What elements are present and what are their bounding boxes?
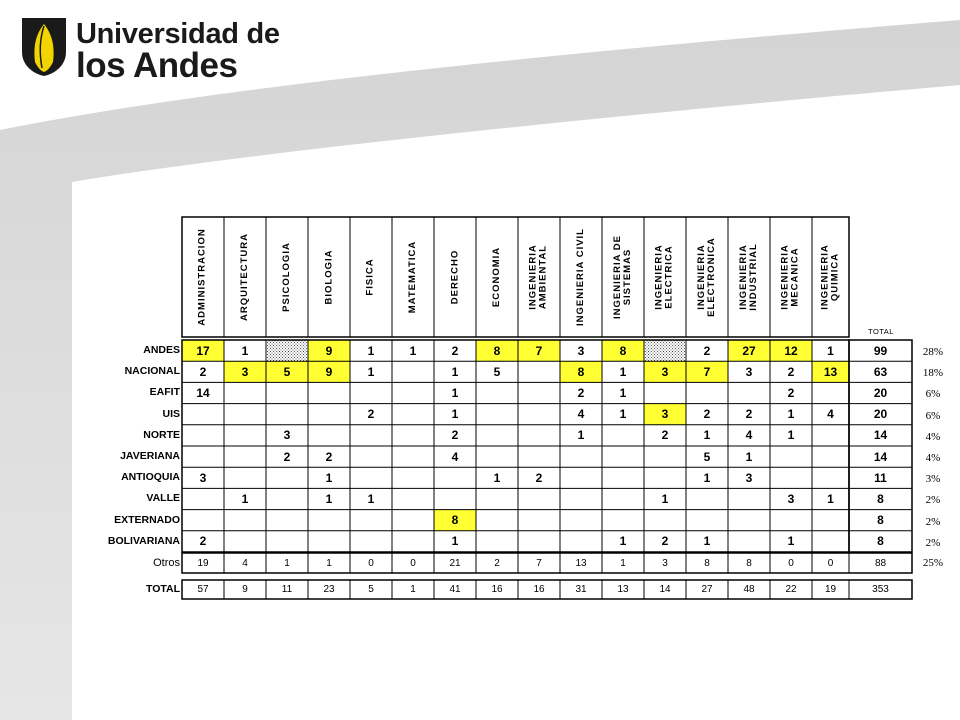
column-header [476, 217, 518, 337]
table-cell [728, 488, 770, 509]
table-cell [518, 404, 560, 425]
table-cell [266, 404, 308, 425]
table-cell [350, 446, 392, 467]
row-percentage: 6% [925, 409, 941, 422]
table-cell [476, 446, 518, 467]
table-cell [308, 510, 350, 531]
otros-cell: 0 [368, 557, 374, 569]
grand-total-cell: 16 [533, 584, 545, 595]
table-cell [476, 510, 518, 531]
table-cell [812, 446, 849, 467]
row-percentage: 2% [925, 494, 941, 507]
otros-cell: 0 [827, 557, 834, 569]
table-cell: 8 [619, 343, 627, 358]
column-header-label: INGENIERIA MECANICA [780, 244, 801, 310]
column-header [308, 217, 350, 337]
table-cell [602, 446, 644, 467]
row-label: JAVERIANA [120, 450, 180, 462]
table-cell: 2 [661, 428, 669, 443]
row-total-cell: 8 [877, 513, 884, 528]
table-cell [182, 425, 224, 446]
grand-total-cell: 23 [323, 584, 335, 595]
table-cell [392, 382, 434, 403]
otros-cell: 19 [197, 557, 209, 569]
table-cell: 2 [199, 534, 207, 549]
table-cell [182, 488, 224, 509]
grand-total-cell: 41 [449, 584, 461, 595]
table-cell: 1 [367, 491, 375, 506]
table-cell: 1 [493, 470, 501, 485]
row-total-cell: 99 [873, 343, 888, 358]
table-cell [602, 467, 644, 488]
table-cell [518, 425, 560, 446]
table-cell: 14 [196, 385, 210, 400]
grand-total-cell: 5 [368, 584, 374, 595]
table-cell: 1 [619, 407, 627, 422]
table-cell [308, 425, 350, 446]
otros-total-cell: 88 [874, 557, 887, 569]
table-cell: 17 [196, 343, 210, 358]
row-percentage: 2% [925, 515, 941, 528]
otros-cell: 0 [410, 557, 416, 569]
grand-total-cell: 57 [197, 584, 209, 595]
table-cell [224, 382, 266, 403]
table-cell [560, 531, 602, 552]
table-cell [224, 404, 266, 425]
row-percentage: 2% [925, 536, 941, 549]
table-cell: 2 [703, 407, 711, 422]
table-cell [518, 488, 560, 509]
table-cell: 1 [619, 364, 627, 379]
table-cell [476, 425, 518, 446]
row-label: EAFIT [149, 386, 180, 399]
table-cell: 27 [742, 343, 756, 358]
table-cell [518, 361, 560, 382]
row-total-cell: 20 [873, 407, 888, 422]
table-cell: 1 [451, 534, 459, 549]
otros-cell: 1 [284, 557, 290, 569]
total-column-header: TOTAL [868, 327, 894, 336]
table-cell [644, 510, 686, 531]
table-cell [476, 404, 518, 425]
table-cell: 1 [703, 534, 711, 549]
table-cell: 1 [451, 407, 459, 422]
table-cell: 2 [787, 385, 795, 400]
table-cell [224, 467, 266, 488]
table-cell [392, 488, 434, 509]
grand-total-cell: 14 [659, 584, 671, 595]
otros-cell: 8 [704, 557, 710, 569]
row-label: ANTIOQUIA [121, 471, 180, 484]
row-percentage: 6% [925, 388, 941, 401]
table-cell: 1 [619, 534, 627, 549]
row-label: NACIONAL [124, 365, 180, 378]
table-cell [602, 425, 644, 446]
grand-total-cell: 9 [242, 584, 248, 595]
table-cell [812, 510, 849, 531]
column-header-label: ARQUITECTURA [239, 233, 250, 321]
table-cell [266, 382, 308, 403]
table-cell: 1 [661, 491, 669, 506]
table-cell [686, 488, 728, 509]
table-cell [560, 446, 602, 467]
grand-total-sum-cell: 353 [872, 584, 889, 595]
table-cell [392, 467, 434, 488]
table-cell [308, 531, 350, 552]
row-label: VALLE [146, 492, 180, 505]
table-cell: 1 [577, 428, 585, 443]
table-cell: 2 [703, 343, 711, 358]
table-cell [308, 404, 350, 425]
grand-total-cell: 22 [785, 584, 797, 595]
column-header-label: ECONOMIA [491, 246, 502, 308]
table-cell: 2 [745, 407, 753, 422]
grand-total-cell: 27 [701, 584, 713, 595]
column-header [224, 217, 266, 337]
column-header-label: INGENIERIA ELECTRONICA [696, 237, 717, 317]
table-cell: 9 [325, 343, 333, 358]
column-header [350, 217, 392, 337]
table-cell: 1 [703, 428, 711, 443]
table-cell: 3 [787, 491, 795, 506]
row-total-cell: 11 [874, 470, 887, 485]
table-cell [518, 382, 560, 403]
table-cell [434, 488, 476, 509]
grand-total-cell: 13 [617, 584, 629, 595]
table-cell: 2 [451, 343, 459, 358]
table-cell [224, 510, 266, 531]
column-header [812, 217, 849, 337]
column-header [644, 217, 686, 337]
table-cell [392, 404, 434, 425]
table-cell [518, 510, 560, 531]
row-label: EXTERNADO [114, 513, 180, 526]
table-cell: 12 [784, 343, 798, 358]
table-cell [644, 467, 686, 488]
column-header [686, 217, 728, 337]
table-cell: 2 [577, 385, 585, 400]
column-header-label: INGENIERIA QUIMICA [819, 244, 841, 310]
table-cell [812, 467, 849, 488]
table-cell: 1 [787, 428, 795, 443]
table-cell [560, 488, 602, 509]
table-cell: 4 [745, 428, 753, 443]
otros-cell: 0 [788, 557, 794, 569]
column-header-label: PSICOLOGIA [281, 242, 292, 312]
table-cell: 7 [703, 364, 711, 379]
table-cell: 3 [661, 364, 669, 379]
table-cell: 3 [745, 470, 753, 485]
grand-total-label: TOTAL [145, 583, 180, 595]
table-cell [266, 531, 308, 552]
row-label: ANDES [143, 344, 180, 356]
table-cell [266, 467, 308, 488]
column-header-label: INGENIERIA ELECTRICA [654, 244, 675, 310]
table-cell: 5 [283, 364, 291, 379]
otros-cell: 3 [662, 557, 668, 569]
column-header-label: INGENIERIA AMBIENTAL [528, 244, 549, 310]
column-header-label: ADMINISTRACION [197, 228, 209, 326]
table-cell [770, 446, 812, 467]
table-cell [728, 510, 770, 531]
table-cell: 1 [241, 343, 249, 358]
table-cell: 1 [451, 364, 459, 379]
table-cell: 1 [241, 491, 249, 506]
table-cell: 5 [703, 449, 711, 464]
table-cell: 3 [241, 364, 249, 379]
column-header [182, 217, 224, 337]
table-cell [644, 446, 686, 467]
table-cell: 1 [703, 470, 711, 485]
table-cell: 2 [535, 470, 543, 485]
column-header [560, 217, 602, 337]
table-cell: 8 [451, 513, 459, 528]
table-cell: 1 [745, 449, 753, 464]
table-cell: 1 [409, 343, 417, 358]
table-cell: 3 [199, 470, 207, 485]
column-header-label: INGENIERIA CIVIL [575, 228, 586, 326]
table-cell: 13 [823, 364, 838, 379]
table-cell [476, 531, 518, 552]
row-total-cell: 8 [877, 534, 884, 549]
row-label: UIS [162, 407, 180, 420]
table-cell: 4 [827, 407, 834, 422]
row-label: BOLIVARIANA [107, 534, 180, 547]
table-cell [392, 531, 434, 552]
row-percentage: 3% [925, 473, 941, 486]
table-cell [224, 446, 266, 467]
otros-label: Otros [153, 557, 180, 569]
table-cell [518, 531, 560, 552]
table-cell [476, 382, 518, 403]
table-cell [770, 467, 812, 488]
table-cell: 1 [827, 343, 834, 358]
row-label: NORTE [143, 428, 180, 441]
column-header-label: FISICA [364, 258, 376, 296]
table-cell [560, 510, 602, 531]
table-cell: 8 [493, 343, 501, 358]
otros-cell: 7 [536, 557, 542, 569]
table-cell [308, 382, 350, 403]
table-cell [602, 510, 644, 531]
table-cell: 9 [325, 364, 333, 379]
table-cell: 1 [451, 385, 459, 400]
table-cell [686, 510, 728, 531]
table-cell: 7 [535, 343, 543, 358]
table-cell [602, 488, 644, 509]
row-total-cell: 20 [873, 385, 888, 400]
table-cell [392, 425, 434, 446]
logo-text-line2: los Andes [76, 46, 238, 85]
table-cell [350, 467, 392, 488]
row-percentage: 4% [925, 452, 941, 464]
row-total-cell: 8 [877, 491, 884, 506]
table-cell [182, 404, 224, 425]
table-cell: 3 [661, 407, 669, 422]
table-cell: 1 [325, 470, 333, 485]
table-cell [392, 446, 434, 467]
otros-cell: 21 [449, 557, 461, 569]
column-header [518, 217, 560, 337]
table-cell [350, 425, 392, 446]
table-cell [266, 510, 308, 531]
table-cell: 1 [787, 534, 795, 549]
column-header-label: INGENIERIA INDUSTRIAL [738, 243, 759, 311]
table-cell: 4 [451, 449, 459, 464]
table-cell: 2 [661, 534, 669, 549]
table-cell [224, 425, 266, 446]
otros-cell: 13 [575, 557, 587, 569]
grand-total-cell: 16 [491, 584, 503, 595]
table-cell [476, 488, 518, 509]
column-header [266, 217, 308, 337]
otros-cell: 8 [746, 557, 752, 569]
table-cell: 8 [577, 364, 585, 379]
column-header-label: DERECHO [449, 249, 461, 305]
grand-total-cell: 1 [410, 584, 416, 595]
grand-total-cell: 31 [575, 584, 587, 595]
column-header-label: MATEMATICA [407, 240, 419, 314]
table-cell: 2 [367, 407, 375, 422]
table-cell: 3 [577, 343, 585, 358]
row-total-cell: 63 [873, 364, 888, 379]
row-total-cell: 14 [873, 449, 888, 464]
otros-cell: 4 [242, 557, 248, 569]
table-cell: 1 [367, 364, 375, 379]
table-cell [560, 467, 602, 488]
table-cell [728, 382, 770, 403]
table-cell: 3 [283, 428, 291, 443]
table-cell: 2 [325, 449, 333, 464]
table-cell [350, 382, 392, 403]
table-cell [224, 531, 266, 552]
row-total-cell: 14 [873, 428, 888, 443]
table-cell: 2 [787, 364, 795, 379]
table-cell [266, 340, 308, 361]
table-cell [350, 531, 392, 552]
table-cell [812, 382, 849, 403]
table-cell: 1 [827, 491, 834, 506]
table-cell [182, 446, 224, 467]
table-cell [392, 361, 434, 382]
otros-cell: 2 [494, 557, 500, 569]
table-cell: 4 [577, 407, 585, 422]
row-percentage: 4% [925, 430, 941, 443]
table-cell [182, 510, 224, 531]
table-cell: 2 [283, 449, 291, 464]
table-cell [434, 467, 476, 488]
table-cell: 2 [199, 364, 207, 379]
table-cell: 1 [325, 491, 333, 506]
table-cell: 1 [619, 385, 627, 400]
column-header-label: BIOLOGIA [323, 249, 335, 305]
table-cell [350, 510, 392, 531]
column-header [728, 217, 770, 337]
table-cell: 5 [493, 364, 501, 379]
table-cell [644, 340, 686, 361]
table-cell [812, 425, 849, 446]
otros-cell: 1 [326, 557, 332, 569]
column-header [434, 217, 476, 337]
table-cell [644, 382, 686, 403]
grand-total-cell: 48 [743, 584, 755, 595]
column-header-label: INGENIERIA DE SISTEMAS [612, 235, 634, 319]
otros-percentage: 25% [922, 557, 944, 569]
row-percentage: 18% [922, 367, 944, 380]
table-cell: 3 [745, 364, 753, 379]
table-cell [266, 488, 308, 509]
table-cell: 2 [451, 428, 459, 443]
table-cell [518, 446, 560, 467]
grand-total-cell: 11 [281, 584, 293, 595]
column-header [392, 217, 434, 337]
table-cell: 1 [787, 407, 795, 422]
table-cell [392, 510, 434, 531]
otros-cell: 1 [620, 557, 626, 569]
table-cell [728, 531, 770, 552]
column-header [602, 217, 644, 337]
table-cell [770, 510, 812, 531]
column-header [770, 217, 812, 337]
row-percentage: 28% [922, 346, 944, 358]
logo-text-line1: Universidad de [76, 18, 280, 50]
grand-total-cell: 19 [824, 584, 837, 595]
table-cell [812, 531, 849, 552]
table-cell: 1 [367, 343, 375, 358]
table-cell [686, 382, 728, 403]
